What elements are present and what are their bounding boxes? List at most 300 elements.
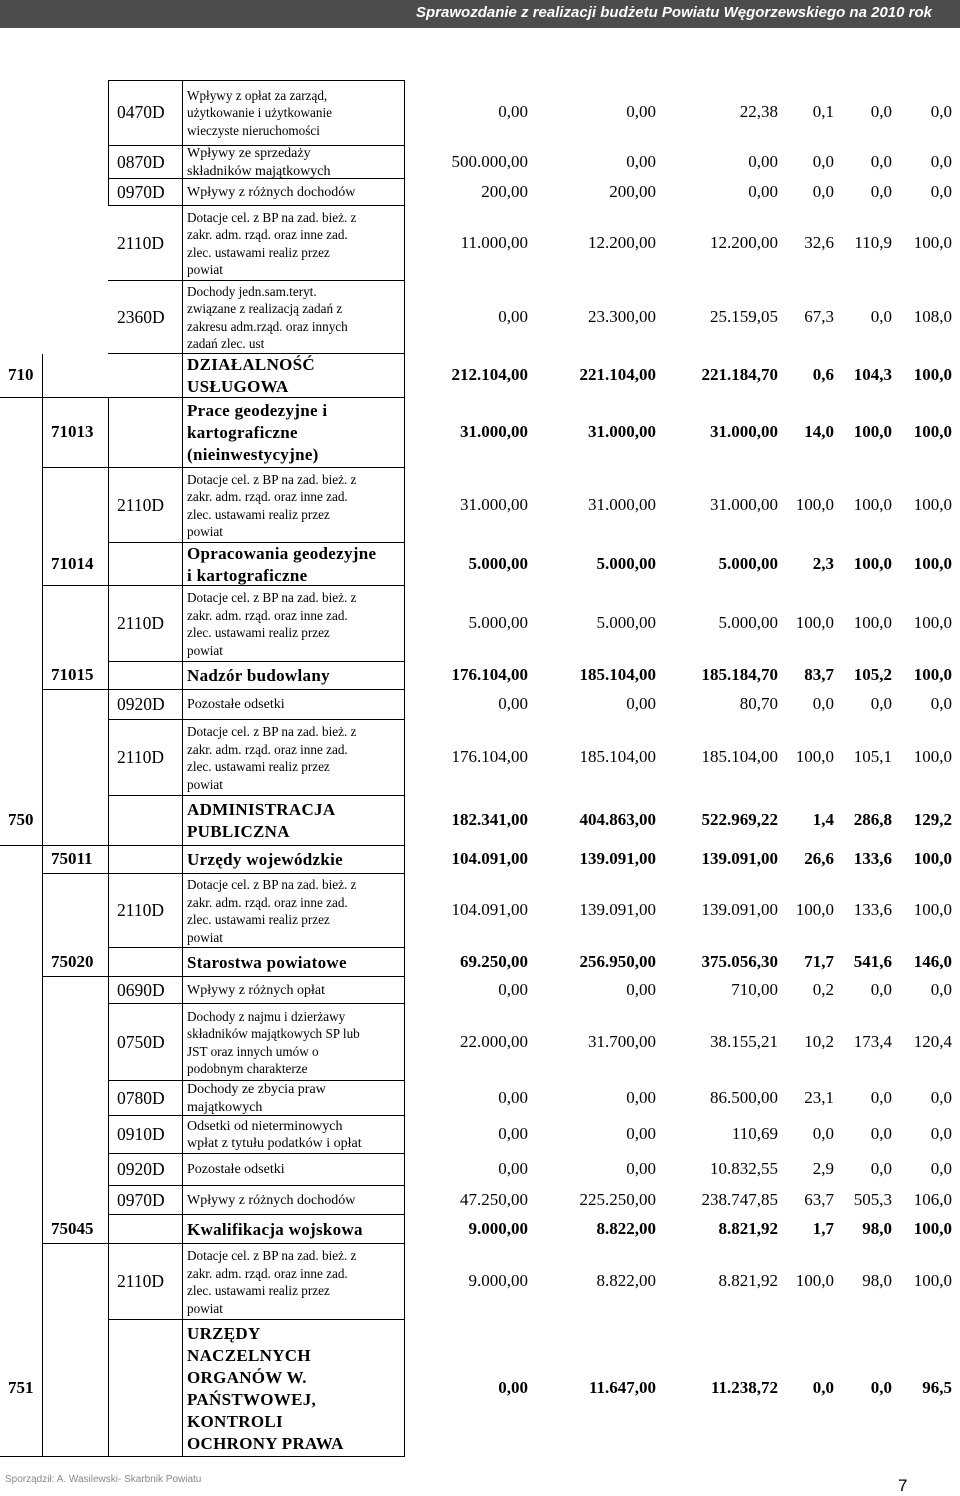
value-cell: 522.969,22 <box>701 810 778 829</box>
row-description <box>187 876 412 946</box>
value-cell: 221.184,70 <box>701 365 778 384</box>
value-cell: 80,70 <box>739 694 778 713</box>
row-description-line: Dotacje cel. z BP na zad. bież. z <box>187 209 357 225</box>
value-cell: 404.863,00 <box>579 810 656 829</box>
value-cell: 12.200,00 <box>588 232 656 252</box>
row-description-line: Pozostałe odsetki <box>187 1162 285 1178</box>
row-description-line: PUBLICZNA <box>187 822 290 841</box>
value-cell: 100,0 <box>913 613 952 632</box>
value-cell: 100,0 <box>913 232 952 252</box>
value-cell: 104,3 <box>853 365 892 384</box>
value-cell: 0,0 <box>812 181 834 201</box>
row-description-line: wpłat z tytułu podatków i opłat <box>187 1136 362 1151</box>
value-cell: 200,00 <box>609 181 656 201</box>
rozdzial-code: 71015 <box>51 665 94 684</box>
paragraf-code: 0780D <box>117 1087 165 1108</box>
row-description-line: zadań zlec. ust <box>187 336 265 351</box>
row-description-line: zlec. ustawami realiz przez <box>187 506 330 522</box>
value-cell: 98,0 <box>862 1218 892 1238</box>
paragraf-code: 2110D <box>117 900 164 920</box>
cell-border <box>182 1320 183 1457</box>
dzial-code: 751 <box>8 1377 34 1397</box>
row-divider <box>108 1115 404 1116</box>
row-description-line: składników majątkowych <box>187 163 331 179</box>
value-cell: 96,5 <box>922 1377 952 1397</box>
cell-border <box>182 206 183 281</box>
row-divider <box>42 873 404 874</box>
value-cell: 710,00 <box>731 979 778 999</box>
row-description-line: Dochody jedn.sam.teryt. <box>187 283 317 299</box>
row-description <box>187 1118 412 1153</box>
row-description-line: podobnym charakterze <box>187 1061 308 1076</box>
row-description <box>187 850 412 870</box>
row-description-line: (nieinwestycyjne) <box>187 445 319 464</box>
value-cell: 173,4 <box>853 1031 892 1051</box>
value-cell: 12.200,00 <box>710 232 778 252</box>
cell-border <box>182 1215 183 1244</box>
row-description-line: Wpływy z różnych opłat <box>187 982 326 998</box>
row-description <box>187 1192 412 1210</box>
value-cell: 0,0 <box>870 181 892 201</box>
row-divider <box>108 947 404 948</box>
value-cell: 104.091,00 <box>451 849 528 868</box>
value-cell: 8.822,00 <box>596 1218 656 1238</box>
value-cell: 11.000,00 <box>460 232 528 252</box>
row-description-line: Nadzór budowlany <box>187 666 330 685</box>
row-description-line: kartograficzne <box>187 423 298 442</box>
row-description <box>187 953 412 973</box>
row-description-line: Dochody ze zbycia praw <box>187 1082 326 1097</box>
value-cell: 98,0 <box>862 1271 892 1290</box>
rozdzial-code: 75020 <box>51 951 94 971</box>
row-description <box>187 723 412 793</box>
cell-border <box>182 662 183 690</box>
value-cell: 2,9 <box>812 1159 834 1178</box>
paragraf-code: 0920D <box>117 694 165 714</box>
row-description-line: powiat <box>187 524 223 539</box>
value-cell: 0,0 <box>870 694 892 713</box>
value-cell: 0,00 <box>498 694 528 713</box>
row-description-line: ORGANÓW W. <box>187 1367 307 1387</box>
value-cell: 139.091,00 <box>579 900 656 919</box>
value-cell: 505,3 <box>853 1189 892 1209</box>
value-cell: 11.647,00 <box>588 1377 656 1397</box>
value-cell: 0,0 <box>870 102 892 121</box>
value-cell: 100,0 <box>795 494 834 514</box>
value-cell: 9.000,00 <box>468 1218 528 1238</box>
value-cell: 129,2 <box>913 810 952 829</box>
value-cell: 185.184,70 <box>701 665 778 684</box>
cell-border <box>182 846 183 874</box>
value-cell: 10,2 <box>804 1031 834 1051</box>
cell-border <box>182 796 183 846</box>
row-divider <box>0 1456 404 1457</box>
value-cell: 0,0 <box>870 306 892 326</box>
row-description-line: wieczyste nieruchomości <box>187 122 320 138</box>
value-cell: 106,0 <box>913 1189 952 1209</box>
value-cell: 31.000,00 <box>710 494 778 514</box>
value-cell: 120,4 <box>913 1031 952 1051</box>
value-cell: 83,7 <box>804 665 834 684</box>
value-cell: 182.341,00 <box>451 810 528 829</box>
row-description-line: zakr. adm. rząd. oraz inne zad. <box>187 489 348 504</box>
row-description-line: Odsetki od nieterminowych <box>187 1118 343 1134</box>
paragraf-code: 2110D <box>117 747 164 767</box>
row-description <box>187 1081 412 1116</box>
row-description-line: zakr. adm. rząd. oraz inne zad. <box>187 607 348 623</box>
value-cell: 176.104,00 <box>451 665 528 684</box>
value-cell: 0,6 <box>812 365 834 384</box>
paragraf-code: 0970D <box>117 181 165 202</box>
cell-border <box>182 1081 183 1116</box>
value-cell: 100,0 <box>795 613 834 632</box>
row-divider <box>0 397 404 398</box>
value-cell: 0,0 <box>870 979 892 999</box>
value-cell: 100,0 <box>913 494 952 514</box>
paragraf-code: 2110D <box>117 232 164 253</box>
value-cell: 11.238,72 <box>710 1377 778 1397</box>
value-cell: 0,0 <box>870 1124 892 1143</box>
value-cell: 100,0 <box>913 849 952 868</box>
page-number: 7 <box>898 1476 908 1495</box>
row-divider <box>42 585 404 586</box>
value-cell: 100,0 <box>795 900 834 919</box>
value-cell: 100,0 <box>913 1271 952 1290</box>
cell-border <box>182 146 183 179</box>
value-cell: 0,0 <box>930 694 952 713</box>
cell-border <box>182 398 183 468</box>
cell-border <box>182 586 183 662</box>
value-cell: 0,00 <box>626 979 656 999</box>
row-description-line: PAŃSTWOWEJ, <box>187 1389 317 1409</box>
rozdzial-code: 71013 <box>51 422 94 441</box>
value-cell: 31.700,00 <box>588 1031 656 1051</box>
value-cell: 0,00 <box>626 102 656 121</box>
value-cell: 139.091,00 <box>701 900 778 919</box>
value-cell: 26,6 <box>804 849 834 868</box>
row-divider <box>42 1243 404 1244</box>
value-cell: 8.822,00 <box>596 1271 656 1290</box>
cell-border <box>182 543 183 586</box>
row-description-line: zlec. ustawami realiz przez <box>187 759 330 774</box>
value-cell: 100,0 <box>853 553 892 573</box>
value-cell: 100,0 <box>795 747 834 766</box>
value-cell: 23.300,00 <box>588 306 656 326</box>
cell-border <box>182 179 183 206</box>
value-cell: 31.000,00 <box>588 422 656 441</box>
value-cell: 0,00 <box>498 1159 528 1178</box>
row-divider <box>42 976 404 977</box>
value-cell: 47.250,00 <box>460 1189 528 1209</box>
cell-border <box>182 1244 183 1320</box>
value-cell: 0,2 <box>812 979 834 999</box>
value-cell: 256.950,00 <box>579 951 656 971</box>
value-cell: 133,6 <box>853 849 892 868</box>
value-cell: 31.000,00 <box>710 422 778 441</box>
row-description-line: powiat <box>187 929 223 945</box>
row-description-line: majątkowych <box>187 1099 263 1115</box>
row-description-line: i kartograficzne <box>187 565 308 585</box>
value-cell: 375.056,30 <box>701 951 778 971</box>
row-description-line: Wpływy z różnych dochodów <box>187 184 356 200</box>
row-description-line: DZIAŁALNOŚĆ <box>187 355 315 374</box>
value-cell: 100,0 <box>853 494 892 514</box>
value-cell: 1,4 <box>812 810 834 829</box>
row-description-line: powiat <box>187 1300 223 1316</box>
paragraf-code: 2110D <box>117 613 164 633</box>
value-cell: 0,00 <box>626 694 656 713</box>
row-divider <box>108 661 404 662</box>
value-cell: 0,0 <box>930 1159 952 1178</box>
row-description-line: zakr. adm. rząd. oraz inne zad. <box>187 1265 348 1281</box>
row-description <box>187 1247 412 1317</box>
row-description <box>187 87 412 140</box>
row-divider <box>108 1153 404 1154</box>
row-description-line: zlec. ustawami realiz przez <box>187 625 330 640</box>
value-cell: 225.250,00 <box>579 1189 656 1209</box>
cell-border <box>182 977 183 1004</box>
value-cell: 0,00 <box>626 1087 656 1107</box>
row-description-line: Dotacje cel. z BP na zad. bież. z <box>187 724 357 739</box>
cell-border <box>182 690 183 720</box>
row-description-line: Dotacje cel. z BP na zad. bież. z <box>187 877 357 892</box>
value-cell: 86.500,00 <box>710 1087 778 1107</box>
row-description-line: Dotacje cel. z BP na zad. bież. z <box>187 1248 357 1263</box>
paragraf-code: 0470D <box>117 102 165 122</box>
value-cell: 0,00 <box>498 1087 528 1107</box>
value-cell: 212.104,00 <box>451 365 528 384</box>
row-description-line: zakresu adm.rząd. oraz innych <box>187 318 348 334</box>
row-description-line: Dotacje cel. z BP na zad. bież. z <box>187 471 357 487</box>
row-description-line: URZĘDY <box>187 1323 261 1343</box>
row-description-line: użytkowanie i użytkowanie <box>187 105 333 121</box>
value-cell: 100,0 <box>913 665 952 684</box>
value-cell: 0,0 <box>930 151 952 171</box>
table-right-border <box>404 80 405 1457</box>
value-cell: 286,8 <box>853 810 892 829</box>
value-cell: 0,00 <box>626 1124 656 1143</box>
row-divider <box>108 1214 404 1215</box>
value-cell: 22.000,00 <box>460 1031 528 1051</box>
row-description <box>187 543 412 587</box>
value-cell: 200,00 <box>481 181 528 201</box>
paragraf-code: 0750D <box>117 1031 165 1052</box>
cell-border <box>182 874 183 948</box>
row-description-line: Prace geodezyjne i <box>187 401 328 420</box>
row-description <box>187 283 412 353</box>
table-left-border <box>108 80 109 206</box>
row-description-line: związane z realizacją zadań z <box>187 301 343 316</box>
value-cell: 100,0 <box>913 900 952 919</box>
dzial-border <box>42 354 43 1457</box>
row-description-line: powiat <box>187 642 223 658</box>
value-cell: 1,7 <box>812 1218 834 1238</box>
cell-border <box>182 468 183 543</box>
cell-border <box>182 1004 183 1081</box>
value-cell: 541,6 <box>853 951 892 971</box>
value-cell: 105,1 <box>853 747 892 766</box>
value-cell: 221.104,00 <box>579 365 656 384</box>
value-cell: 0,0 <box>812 1377 834 1397</box>
row-description-line: Opracowania geodezyjne <box>187 543 377 563</box>
value-cell: 0,0 <box>870 1159 892 1178</box>
row-description <box>187 184 412 202</box>
row-description <box>187 1323 412 1455</box>
value-cell: 0,0 <box>812 694 834 713</box>
row-description <box>187 1220 412 1240</box>
row-divider <box>108 1003 404 1004</box>
paragraf-code: 2360D <box>117 306 165 327</box>
row-divider <box>0 845 404 846</box>
row-description-line: OCHRONY PRAWA <box>187 1433 344 1453</box>
row-description-line: zakr. adm. rząd. oraz inne zad. <box>187 227 348 242</box>
paragraf-code: 2110D <box>117 1271 164 1291</box>
value-cell: 0,00 <box>498 306 528 326</box>
value-cell: 0,0 <box>930 979 952 999</box>
value-cell: 500.000,00 <box>451 151 528 171</box>
value-cell: 100,0 <box>795 1271 834 1290</box>
row-description-line: Wpływy ze sprzedaży <box>187 146 311 161</box>
value-cell: 139.091,00 <box>701 849 778 868</box>
row-description-line: Pozostałe odsetki <box>187 697 285 713</box>
value-cell: 2,3 <box>812 553 834 573</box>
row-description <box>187 145 412 180</box>
row-description-line: zakr. adm. rząd. oraz inne zad. <box>187 741 348 757</box>
value-cell: 71,7 <box>804 951 834 971</box>
value-cell: 110,69 <box>731 1124 778 1143</box>
row-description <box>187 1161 412 1179</box>
value-cell: 22,38 <box>739 102 778 121</box>
value-cell: 31.000,00 <box>588 494 656 514</box>
paragraf-code: 0910D <box>117 1124 165 1144</box>
row-description-line: Dochody z najmu i dzierżawy <box>187 1008 346 1024</box>
value-cell: 32,6 <box>804 232 834 252</box>
row-description-line: Kwalifikacja wojskowa <box>187 1219 363 1239</box>
value-cell: 0,0 <box>930 1087 952 1107</box>
rozdzial-code: 71014 <box>51 553 94 573</box>
value-cell: 5.000,00 <box>596 553 656 573</box>
value-cell: 133,6 <box>853 900 892 919</box>
row-divider <box>108 719 404 720</box>
row-description-line: powiat <box>187 262 223 277</box>
row-description-line: ADMINISTRACJA <box>187 800 336 819</box>
value-cell: 100,0 <box>853 422 892 441</box>
value-cell: 0,00 <box>498 1377 528 1397</box>
value-cell: 5.000,00 <box>468 613 528 632</box>
table-top-border <box>108 80 404 81</box>
row-description-line: zlec. ustawami realiz przez <box>187 912 330 927</box>
value-cell: 0,0 <box>870 151 892 171</box>
row-divider <box>42 467 404 468</box>
row-description <box>187 589 412 659</box>
value-cell: 100,0 <box>913 747 952 766</box>
row-description-line: KONTROLI <box>187 1411 283 1431</box>
row-description <box>187 696 412 714</box>
cell-border <box>182 1116 183 1154</box>
value-cell: 8.821,92 <box>718 1218 778 1238</box>
value-cell: 185.104,00 <box>579 747 656 766</box>
paragraf-code: 0970D <box>117 1189 165 1210</box>
value-cell: 185.104,00 <box>701 747 778 766</box>
value-cell: 0,0 <box>870 1087 892 1107</box>
value-cell: 31.000,00 <box>460 422 528 441</box>
row-description-line: USŁUGOWA <box>187 377 289 396</box>
row-description-line: Wpływy z różnych dochodów <box>187 1192 356 1208</box>
row-description-line: JST oraz innych umów o <box>187 1043 319 1059</box>
row-divider <box>108 1319 404 1320</box>
dzial-code: 710 <box>8 365 34 384</box>
value-cell: 0,00 <box>498 979 528 999</box>
row-description-line: Wpływy z opłat za zarząd, <box>187 87 328 103</box>
value-cell: 0,00 <box>748 151 778 171</box>
value-cell: 100,0 <box>853 613 892 632</box>
paragraf-code: 0690D <box>117 979 165 1000</box>
value-cell: 105,2 <box>853 665 892 684</box>
value-cell: 0,0 <box>930 1124 952 1143</box>
row-description-line: Starostwa powiatowe <box>187 952 347 972</box>
value-cell: 100,0 <box>913 422 952 441</box>
row-description-line: Urzędy wojewódzkie <box>187 850 344 869</box>
value-cell: 38.155,21 <box>710 1031 778 1051</box>
value-cell: 0,00 <box>626 151 656 171</box>
dzial-code: 750 <box>8 810 34 829</box>
row-description <box>187 471 412 541</box>
row-description <box>187 799 412 843</box>
cell-border <box>182 948 183 977</box>
value-cell: 0,00 <box>498 102 528 121</box>
value-cell: 10.832,55 <box>710 1159 778 1178</box>
row-description-line: powiat <box>187 776 223 792</box>
value-cell: 31.000,00 <box>460 494 528 514</box>
rozdzial-code: 75011 <box>51 849 93 868</box>
value-cell: 0,1 <box>812 102 834 121</box>
cell-border <box>182 1186 183 1215</box>
value-cell: 5.000,00 <box>468 553 528 573</box>
row-description <box>187 982 412 1000</box>
value-cell: 9.000,00 <box>468 1271 528 1290</box>
value-cell: 0,00 <box>498 1124 528 1143</box>
rozdzial-border <box>108 398 109 1457</box>
value-cell: 5.000,00 <box>718 613 778 632</box>
value-cell: 0,0 <box>812 1124 834 1143</box>
value-cell: 100,0 <box>913 553 952 573</box>
cell-border <box>182 281 183 354</box>
paragraf-code: 0920D <box>117 1159 165 1179</box>
row-divider <box>108 1185 404 1186</box>
paragraf-code: 2110D <box>117 494 164 515</box>
value-cell: 0,00 <box>748 181 778 201</box>
row-description-line: zlec. ustawami realiz przez <box>187 1283 330 1298</box>
value-cell: 0,00 <box>626 1159 656 1178</box>
row-description-line: zakr. adm. rząd. oraz inne zad. <box>187 894 348 910</box>
row-description <box>187 666 412 686</box>
row-divider <box>108 178 404 179</box>
value-cell: 14,0 <box>804 422 834 441</box>
value-cell: 8.821,92 <box>718 1271 778 1290</box>
value-cell: 176.104,00 <box>451 747 528 766</box>
value-cell: 5.000,00 <box>596 613 656 632</box>
value-cell: 238.747,85 <box>701 1189 778 1209</box>
value-cell: 5.000,00 <box>718 553 778 573</box>
row-description-line: zlec. ustawami realiz przez <box>187 244 330 260</box>
cell-border <box>182 720 183 796</box>
cell-border <box>182 354 183 398</box>
value-cell: 139.091,00 <box>579 849 656 868</box>
value-cell: 100,0 <box>913 365 952 384</box>
value-cell: 67,3 <box>804 306 834 326</box>
cell-border <box>182 1154 183 1186</box>
value-cell: 100,0 <box>913 1218 952 1238</box>
